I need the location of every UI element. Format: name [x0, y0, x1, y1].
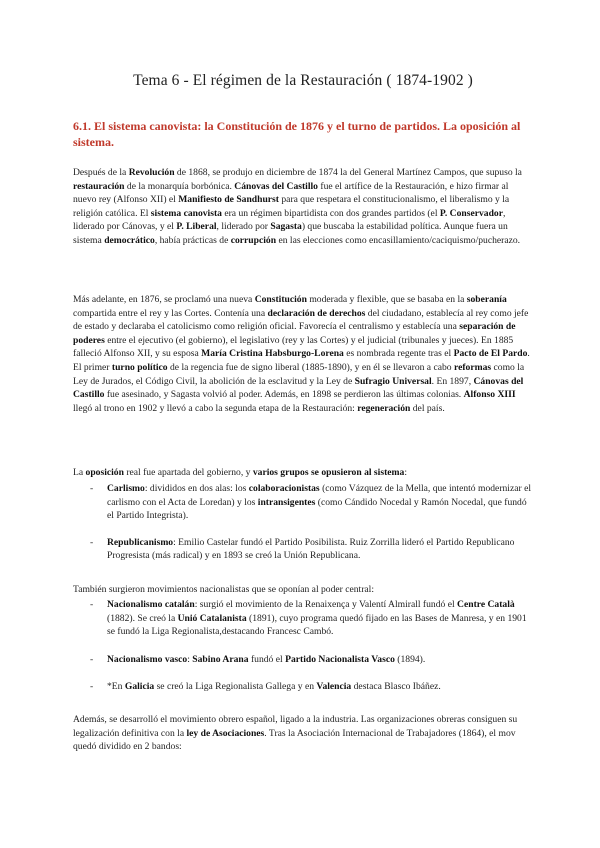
emphasis-text: P. Conservador — [439, 207, 503, 219]
list-item — [73, 653, 533, 667]
emphasis-text: Unió Catalanista — [177, 612, 247, 624]
list-item — [73, 680, 533, 694]
emphasis-text: colaboracionistas — [248, 483, 320, 494]
emphasis-text: separación de poderes — [73, 321, 516, 346]
list-item — [73, 598, 533, 639]
emphasis-text: Republicanismo — [107, 536, 174, 548]
paragraph-3: La oposición real fue apartada del gobierno, y varios grupos se opusieron al sistema: — [73, 467, 407, 478]
emphasis-text: soberanía — [466, 294, 507, 305]
emphasis-text: Galicia — [124, 681, 155, 693]
emphasis-text: oposición — [85, 467, 124, 478]
emphasis-text: declaración de derechos — [267, 307, 366, 319]
emphasis-text: Nacionalismo catalán — [107, 599, 195, 610]
list-bullet: - — [90, 483, 94, 494]
emphasis-text: turno político — [111, 361, 168, 373]
emphasis-text: Alfonso XIII — [463, 389, 516, 401]
emphasis-text: regeneración — [357, 402, 411, 414]
emphasis-text: Cánovas del Castillo — [234, 180, 318, 192]
emphasis-text: Sagasta — [270, 221, 302, 233]
emphasis-text: Cánovas del Castillo — [73, 375, 524, 401]
list-item — [73, 482, 533, 523]
list-bullet: - — [90, 681, 94, 693]
emphasis-text: Valencia — [316, 681, 352, 693]
emphasis-text: democrático — [104, 234, 155, 246]
emphasis-text: corrupción — [230, 234, 277, 246]
emphasis-text: P. Liberal — [176, 221, 217, 233]
emphasis-text: Revolución — [128, 167, 175, 178]
list-bullet: - — [90, 599, 94, 610]
emphasis-text: Centre Català — [457, 599, 515, 610]
list-item — [73, 536, 533, 563]
paragraph-5: Además, se desarrolló el movimiento obrero español, ligado a la industria. Las organizaciones obreras consiguen su legalización definitiva con la ley de Asociaciones. Tras la Asociación Internacional de Trabajadores (1864), el mov quedó dividido en 2 bandos: — [73, 714, 518, 753]
emphasis-text: Pacto de El Pardo — [453, 348, 528, 360]
paragraph-2: Más adelante, en 1876, se proclamó una nueva Constitución moderada y flexible, que se basaba en la soberanía compartida entre el rey y las Cortes. Contenía una declaración de derechos del ciudadano, establecía al rey como jefe de estado y declaraba el catolicismo como religión oficial. Favorecía el centralismo y establecía una separación de poderes entre el ejecutivo (el gobierno), el legislativo (rey y las Cortes) y el judicial (tribunales y jueces). En 1885 falleció Alfonso XII, y su esposa María Cristina Habsburgo-Lorena es nombrada regente tras el Pacto de El Pardo. El primer turno político de la regencia fue de signo liberal (1885-1890), y en él se llevaron a cabo reformas como la Ley de Jurados, el Código Civil, la abolición de la esclavitud y la Ley de Sufragio Universal. En 1897, Cánovas del Castillo fue asesinado, y Sagasta volvió al poder. Además, en 1898 se perdieron las últimas colonias. Alfonso XIII llegó al trono en 1902 y llevó a cabo la segunda etapa de la Restauración: regeneración del país. — [73, 294, 530, 414]
opposition-list — [73, 482, 533, 563]
list-bullet: - — [90, 536, 94, 548]
list-item-text: Nacionalismo catalán: surgió el movimiento de la Renaixença y Valentí Almirall fundó el Centre Català (1882). Se creó la Unió Catalanista (1891), cuyo programa quedó fijado en las Bases de Manresa, y en 1901 se fundó la Liga Regionalista,destacando Francesc Cambó. — [107, 599, 527, 638]
list-bullet: - — [90, 653, 94, 665]
list-item-text: *En Galicia se creó la Liga Regionalista Gallega y en Valencia destaca Blasco Ibáñez. — [107, 681, 441, 693]
emphasis-text: Partido Nacionalista Vasco — [285, 653, 395, 665]
emphasis-text: restauración — [73, 180, 125, 192]
emphasis-text: María Cristina Habsburgo-Lorena — [201, 348, 344, 360]
emphasis-text: ley de Asociaciones — [186, 727, 265, 739]
section-heading: 6.1. El sistema canovista: la Constitución de 1876 y el turno de partidos. La oposición al sistema. — [73, 119, 521, 149]
emphasis-text: Sabino Arana — [192, 653, 249, 665]
list-item-text: Nacionalismo vasco: Sabino Arana fundó el Partido Nacionalista Vasco (1894). — [107, 653, 426, 665]
emphasis-text: Sufragio Universal — [354, 375, 432, 387]
page-title: Tema 6 - El régimen de la Restauración ( 1874-1902 ) — [133, 72, 473, 89]
list-item-text: Carlismo: divididos en dos alas: los colaboracionistas (como Vázquez de la Mella, que intentó modernizar el carlismo con el Acta de Loredan) y los intransigentes (como Cándido Nocedal y Ramón Nocedal, que fundó el Partido Integrista). — [107, 483, 532, 522]
emphasis-text: Constitución — [254, 294, 307, 305]
emphasis-text: Carlismo — [107, 483, 145, 494]
emphasis-text: Manifiesto de Sandhurst — [178, 194, 279, 206]
emphasis-text: Nacionalismo vasco — [107, 653, 188, 665]
paragraph-4: También surgieron movimientos nacionalistas que se oponían al poder central: — [73, 584, 375, 595]
emphasis-text: intransigentes — [257, 496, 316, 508]
list-item-text: Republicanismo: Emilio Castelar fundó el Partido Posibilista. Ruiz Zorrilla lideró el Partido Republicano Progresista (más radical) y en 1893 se creó la Unión Republicana. — [107, 536, 515, 562]
emphasis-text: reformas — [453, 361, 492, 373]
emphasis-text: varios grupos se opusieron al sistema — [252, 467, 405, 478]
emphasis-text: sistema canovista — [150, 207, 222, 219]
nationalism-list — [73, 598, 533, 694]
paragraph-1: Después de la Revolución de 1868, se produjo en diciembre de 1874 la del General Martínez Campos, que supuso la restauración de la monarquía borbónica. Cánovas del Castillo fue el artífice de la Restauración, e hizo firmar al nuevo rey (Alfonso XII) el Manifiesto de Sandhurst para que respetara el constitucionalismo, el liberalismo y la religión católica. El sistema canovista era un régimen bipartidista con dos grandes partidos (el P. Conservador, liderado por Cánovas, y el P. Liberal, liderado por Sagasta) que buscaba la estabilidad política. Aunque fuera un sistema democrático, había prácticas de corrupción en las elecciones como encasillamiento/caciquismo/pucherazo. — [73, 167, 522, 246]
